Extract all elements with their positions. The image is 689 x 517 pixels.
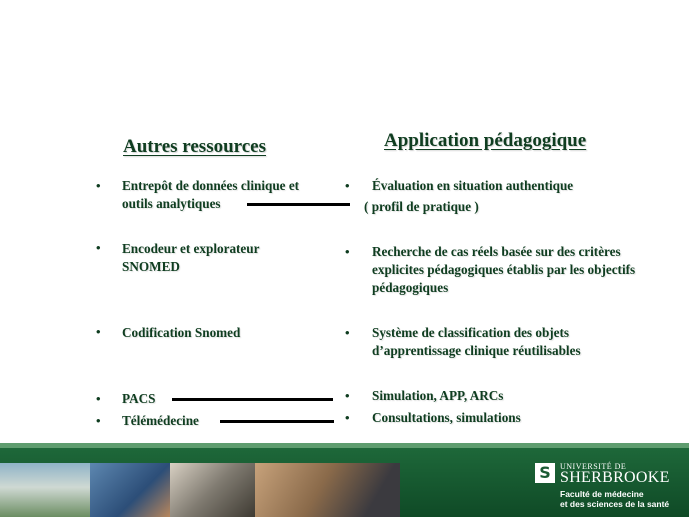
left-item-codification <box>122 324 240 342</box>
right-item-simulation <box>372 387 503 405</box>
bullet-icon: • <box>96 391 101 406</box>
item-line: d’apprentissage clinique réutilisables <box>372 343 581 358</box>
university-name: SHERBROOKE <box>560 469 670 486</box>
item-line: Évaluation en situation authentique <box>372 178 574 193</box>
bullet-icon: • <box>96 324 101 339</box>
faculty-name <box>560 489 669 509</box>
faculty-line: Faculté de médecine <box>560 489 644 499</box>
bullet-icon: • <box>345 244 350 259</box>
item-line: ( profil de pratique ) <box>364 199 479 214</box>
item-line: PACS <box>122 391 156 406</box>
item-line: Système de classification des objets <box>372 325 570 340</box>
connector-line-entrepot <box>247 203 350 206</box>
right-item-recherche <box>372 243 635 297</box>
bullet-icon: • <box>96 178 101 193</box>
bullet-icon: • <box>345 410 350 425</box>
photo-classroom <box>170 463 255 517</box>
photo-building <box>0 463 90 517</box>
right-item-systeme <box>372 324 581 360</box>
bullet-icon: • <box>345 325 350 340</box>
item-line: Simulation, APP, ARCs <box>372 388 504 403</box>
left-item-telemedecine <box>122 412 199 430</box>
photo-surgery <box>90 463 170 517</box>
connector-line-telemedecine <box>220 420 334 423</box>
item-line: pédagogiques <box>372 280 449 295</box>
university-logo-icon: S <box>535 463 555 483</box>
item-line: outils analytiques <box>122 196 221 211</box>
heading-autres-ressources: Autres ressources <box>123 136 267 157</box>
connector-line-pacs <box>172 398 333 401</box>
item-line: Codification Snomed <box>122 325 241 340</box>
faculty-line: et des sciences de la santé <box>560 499 670 509</box>
item-line: Encodeur et explorateur <box>122 241 260 256</box>
bullet-icon: • <box>96 240 101 255</box>
bullet-icon: • <box>345 388 350 403</box>
item-line: Entrepôt de données clinique et <box>122 178 300 193</box>
bullet-icon: • <box>96 413 101 428</box>
right-item-consultations <box>372 409 521 427</box>
footer-stripe <box>0 443 689 448</box>
right-item-evaluation <box>364 177 574 216</box>
left-item-entrepot <box>122 177 299 213</box>
item-line: SNOMED <box>122 259 180 274</box>
left-item-encodeur <box>122 240 259 276</box>
item-line: Télémédecine <box>122 413 199 428</box>
university-prefix: UNIVERSITÉ DE <box>560 462 627 471</box>
photo-students <box>255 463 400 517</box>
item-line: Consultations, simulations <box>372 410 521 425</box>
item-line: explicites pédagogiques établis par les objectifs <box>372 262 636 277</box>
left-item-pacs <box>122 390 155 408</box>
bullet-icon: • <box>345 178 350 193</box>
item-line: Recherche de cas réels basée sur des critères <box>372 244 621 259</box>
heading-application-pedagogique: Application pédagogique <box>384 130 587 151</box>
